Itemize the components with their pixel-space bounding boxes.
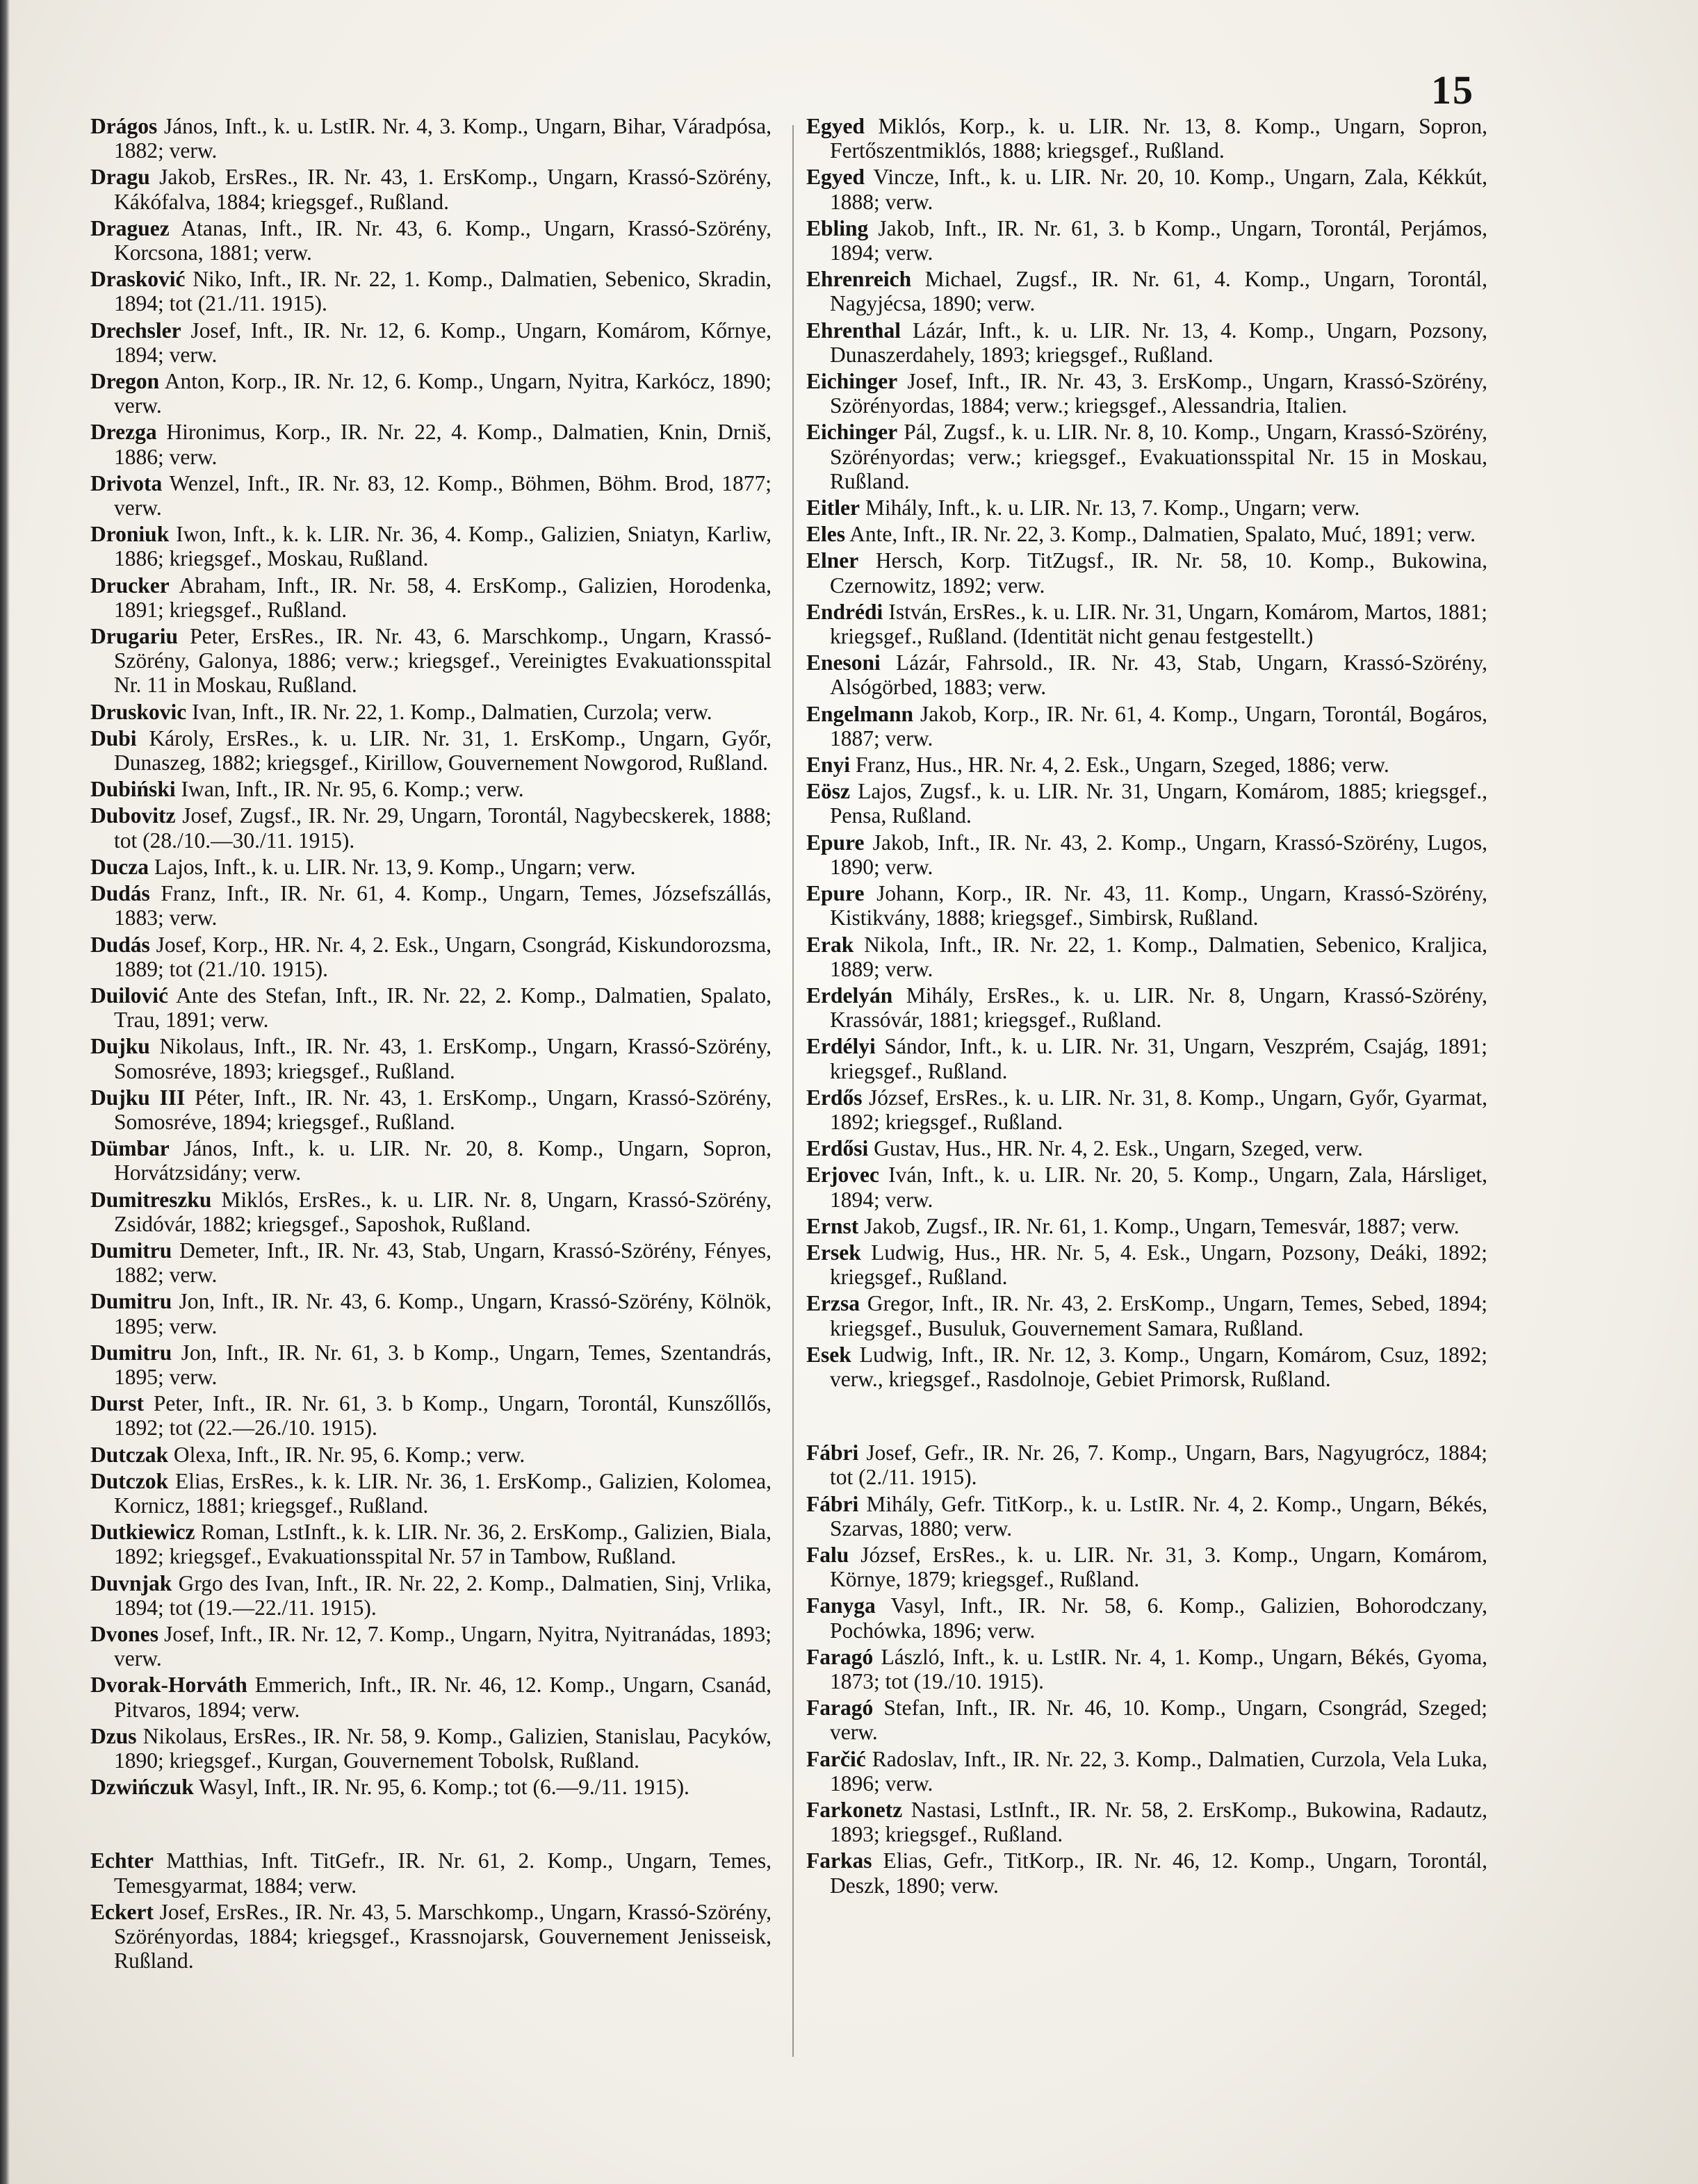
register-entry [90,114,772,163]
register-entry [806,369,1487,418]
entry-surname: Dujku III [90,1085,186,1110]
entry-surname: Enesoni [806,650,881,675]
register-entry [90,471,772,520]
entry-details: Jakob, Korp., IR. Nr. 61, 4. Komp., Ungarn, Torontál, Bogáros, 1887; verw. [830,701,1487,750]
entry-details: Iván, Inft., k. u. LIR. Nr. 20, 5. Komp., Ungarn, Zala, Hársliget, 1894; verw. [830,1163,1488,1212]
entry-surname: Draguez [90,215,170,240]
register-entry [90,522,772,570]
register-entry [90,420,772,468]
entry-surname: Dubi [90,725,137,750]
entry-details: Iwan, Inft., IR. Nr. 95, 6. Komp.; verw. [181,777,524,802]
register-entry [90,1520,772,1568]
register-entry [90,1188,772,1236]
entry-details: Károly, ErsRes., k. u. LIR. Nr. 31, 1. ErsKomp., Ungarn, Győr, Dunaszeg, 1882; kriegsgef., Kirillow, Gouvernement Nowgorod, Rußland. [114,725,772,775]
register-entry [90,318,772,367]
entry-surname: Ebling [806,215,869,240]
entry-surname: Drivota [90,470,163,495]
register-entry [806,1848,1487,1897]
entry-details: Péter, Inft., IR. Nr. 43, 1. ErsKomp., Ungarn, Krassó-Szörény, Somosréve, 1894; kriegsgef., Rußland. [114,1085,772,1134]
register-entry [806,1440,1487,1489]
entry-details: Miklós, ErsRes., k. u. LIR. Nr. 8, Ungarn, Krassó-Szörény, Zsidóvár, 1882; kriegsgef., Saposhok, Rußland. [114,1187,772,1236]
entry-details: János, Inft., k. u. LIR. Nr. 20, 8. Komp., Ungarn, Sopron, Horvátzsidány; verw. [114,1136,772,1185]
entry-surname: Dubiński [90,777,176,802]
register-entry [806,522,1487,546]
entry-surname: Dvorak-Horváth [90,1673,247,1698]
entry-details: Franz, Hus., HR. Nr. 4, 2. Esk., Ungarn, Szeged, 1886; verw. [855,753,1389,778]
register-entry [806,1593,1487,1642]
entry-details: Sándor, Inft., k. u. LIR. Nr. 31, Ungarn, Veszprém, Csajág, 1891; kriegsgef., Rußland. [830,1034,1487,1083]
entry-details: Demeter, Inft., IR. Nr. 43, Stab, Ungarn, Krassó-Szörény, Fényes, 1882; verw. [114,1238,772,1288]
register-entry [90,369,772,418]
register-entry [90,881,772,930]
entry-details: Hironimus, Korp., IR. Nr. 22, 4. Komp., Dalmatien, Knin, Drniš, 1886; verw. [114,420,772,469]
entry-details: János, Inft., k. u. LstIR. Nr. 4, 3. Komp., Ungarn, Bihar, Váradpósa, 1882; verw. [114,114,772,163]
entry-surname: Dutczok [90,1468,168,1493]
entry-surname: Dumitru [90,1289,172,1314]
entry-details: József, ErsRes., k. u. LIR. Nr. 31, 8. Komp., Ungarn, Győr, Gyarmat, 1892; kriegsgef., Rußland. [830,1085,1487,1134]
entry-surname: Duvnjak [90,1570,172,1595]
entry-surname: Erdélyi [806,1034,876,1059]
entry-details: Josef, ErsRes., IR. Nr. 43, 5. Marschkomp., Ungarn, Krassó-Szörény, Szörényordas, 1884; kriegsgef., Krassnojarsk, Gouvernement Jenisseisk, Rußland. [114,1899,772,1973]
register-entry [90,803,772,852]
entry-details: Nikolaus, ErsRes., IR. Nr. 58, 9. Komp., Galizien, Stanislau, Pacyków, 1890; kriegsgef., Kurgan, Gouvernement Tobolsk, Rußland. [114,1723,772,1773]
register-entry [806,114,1487,163]
entry-surname: Elner [806,548,859,573]
entry-surname: Farkas [806,1848,872,1873]
entry-details: Gustav, Hus., HR. Nr. 4, 2. Esk., Ungarn, Szeged, verw. [874,1136,1363,1161]
register-entry [90,933,772,981]
entry-details: Anton, Korp., IR. Nr. 12, 6. Komp., Ungarn, Nyitra, Karkócz, 1890; verw. [114,369,772,418]
entry-surname: Dzwińczuk [90,1775,194,1800]
entry-surname: Epure [806,881,865,906]
entry-surname: Erdős [806,1085,863,1110]
entry-details: Nikola, Inft., IR. Nr. 22, 1. Komp., Dalmatien, Sebenico, Kraljica, 1889; verw. [830,932,1487,981]
entry-details: Josef, Zugsf., IR. Nr. 29, Ungarn, Torontál, Nagybecskerek, 1888; tot (28./10.—30./11. 1915). [114,803,772,853]
entry-surname: Ehrenthal [806,318,901,343]
entry-details: Ludwig, Hus., HR. Nr. 5, 4. Esk., Ungarn, Pozsony, Deáki, 1892; kriegsgef., Rußland. [830,1240,1488,1290]
entry-details: Nastasi, LstInft., IR. Nr. 58, 2. ErsKomp., Bukowina, Radautz, 1893; kriegsgef., Rußland. [830,1798,1488,1847]
entry-surname: Fanyga [806,1593,876,1618]
entry-details: Pál, Zugsf., k. u. LIR. Nr. 8, 10. Komp., Ungarn, Krassó-Szörény, Szörényordas; verw.; kriegsgef., Evakuationsspital Nr. 15 in Moskau, Rußland. [830,420,1488,493]
entry-details: Lajos, Inft., k. u. LIR. Nr. 13, 9. Komp., Ungarn; verw. [154,854,636,879]
entry-surname: Dubovitz [90,803,176,828]
entry-details: László, Inft., k. u. LstIR. Nr. 4, 1. Komp., Ungarn, Békés, Gyoma, 1873; tot (19./10. 1915). [830,1644,1487,1693]
entry-details: József, ErsRes., k. u. LIR. Nr. 31, 3. Komp., Ungarn, Komárom, Környe, 1879; kriegsgef., Rußland. [830,1542,1487,1592]
section-gap [806,1393,1487,1440]
register-entry [806,165,1487,213]
register-entry [90,1085,772,1134]
register-entry [806,495,1487,520]
register-entry [806,881,1487,930]
register-entry [90,1848,772,1897]
register-entry [90,1673,772,1721]
entry-details: Jakob, Inft., IR. Nr. 61, 3. b Komp., Ungarn, Torontál, Perjámos, 1894; verw. [830,215,1488,265]
entry-surname: Eitler [806,495,860,520]
entry-surname: Echter [90,1848,154,1873]
register-entry [806,600,1487,648]
entry-details: Iwon, Inft., k. k. LIR. Nr. 36, 4. Komp., Galizien, Sniatyn, Karliw, 1886; kriegsgef., Moskau, Rußland. [114,522,772,571]
entry-details: Ludwig, Inft., IR. Nr. 12, 3. Komp., Ungarn, Komárom, Csuz, 1892; verw., kriegsgef., Rasdolnoje, Gebiet Primorsk, Rußland. [830,1342,1487,1391]
entry-surname: Eichinger [806,420,898,445]
entry-details: Lázár, Fahrsold., IR. Nr. 43, Stab, Ungarn, Krassó-Szörény, Alsógörbed, 1883; verw. [830,650,1488,700]
entry-details: Peter, ErsRes., IR. Nr. 43, 6. Marschkomp., Ungarn, Krassó-Szörény, Galonya, 1886; verw.; kriegsgef., Vereinigtes Evakuationsspital Nr. 11 in Moskau, Rußland. [114,624,772,698]
entry-surname: Erdősi [806,1136,869,1161]
register-entry [806,1034,1487,1083]
register-entry [806,1798,1487,1846]
entry-surname: Drasković [90,267,186,292]
register-entry [806,779,1487,828]
entry-surname: Ducza [90,854,149,879]
entry-details: Roman, LstInft., k. k. LIR. Nr. 36, 2. ErsKomp., Galizien, Biala, 1892; kriegsgef., Evakuationsspital Nr. 57 in Tambow, Rußland. [114,1520,772,1569]
entry-surname: Falu [806,1542,849,1567]
entry-details: Mihály, ErsRes., k. u. LIR. Nr. 8, Ungarn, Krassó-Szörény, Krassóvár, 1881; kriegsgef., Rußland. [830,983,1487,1033]
entry-details: Olexa, Inft., IR. Nr. 95, 6. Komp.; verw. [173,1442,525,1467]
entry-surname: Fábri [806,1491,859,1516]
entry-surname: Dutkiewicz [90,1520,195,1545]
entry-details: Ivan, Inft., IR. Nr. 22, 1. Komp., Dalmatien, Curzola; verw. [192,699,712,724]
entry-details: Elias, ErsRes., k. k. LIR. Nr. 36, 1. ErsKomp., Galizien, Kolomea, Kornicz, 1881; kriegsgef., Rußland. [114,1468,772,1518]
entry-details: Wenzel, Inft., IR. Nr. 83, 12. Komp., Böhmen, Böhm. Brod, 1877; verw. [114,470,772,520]
entry-details: Stefan, Inft., IR. Nr. 46, 10. Komp., Ungarn, Csongrád, Szeged; verw. [830,1696,1487,1745]
left-column [90,114,772,1975]
register-entry [806,548,1487,597]
entry-details: Ante, Inft., IR. Nr. 22, 3. Komp., Dalmatien, Spalato, Muć, 1891; verw. [849,522,1476,547]
page-binding-edge [0,0,10,2184]
entry-surname: Farkonetz [806,1798,903,1822]
register-entry [90,1136,772,1185]
entry-surname: Erak [806,932,854,957]
entry-surname: Erdelyán [806,983,893,1008]
entry-details: Jon, Inft., IR. Nr. 43, 6. Komp., Ungarn, Krassó-Szörény, Kölnök, 1895; verw. [114,1289,772,1338]
entry-surname: Dudás [90,932,150,957]
entry-surname: Ernst [806,1213,859,1238]
register-entry [90,1340,772,1389]
entry-surname: Esek [806,1342,851,1367]
register-entry [90,165,772,213]
entry-details: Jon, Inft., IR. Nr. 61, 3. b Komp., Ungarn, Temes, Szentandrás, 1895; verw. [114,1340,772,1389]
entry-surname: Droniuk [90,522,170,547]
register-entry [90,1724,772,1773]
entry-surname: Ersek [806,1240,861,1265]
register-entry [806,1747,1487,1796]
entry-details: Josef, Inft., IR. Nr. 12, 6. Komp., Ungarn, Komárom, Kőrnye, 1894; verw. [114,318,772,367]
entry-surname: Dragu [90,165,150,190]
entry-surname: Faragó [806,1644,874,1669]
entry-details: Mihály, Gefr. TitKorp., k. u. LstIR. Nr. 4, 2. Komp., Ungarn, Békés, Szarvas, 1880; verw. [830,1491,1487,1541]
entry-details: Franz, Inft., IR. Nr. 61, 4. Komp., Ungarn, Temes, Józsefszállás, 1883; verw. [114,881,772,930]
register-entry [90,777,772,801]
entry-details: Josef, Inft., IR. Nr. 12, 7. Komp., Ungarn, Nyitra, Nyitranádas, 1893; verw. [114,1621,772,1671]
register-entry [90,726,772,775]
register-entry [806,983,1487,1032]
register-entry [90,1443,772,1467]
entry-surname: Dutczak [90,1442,168,1467]
entry-details: Nikolaus, Inft., IR. Nr. 43, 1. ErsKomp., Ungarn, Krassó-Szörény, Somosréve, 1893; kriegsgef., Rußland. [114,1034,772,1083]
entry-surname: Eösz [806,779,850,804]
register-entry [90,1622,772,1670]
register-entry [90,624,772,698]
register-entry [806,216,1487,265]
entry-details: Josef, Inft., IR. Nr. 43, 3. ErsKomp., Ungarn, Krassó-Szörény, Szörényordas, 1884; verw.; kriegsgef., Alessandria, Italien. [830,369,1487,418]
entry-surname: Egyed [806,114,865,138]
entry-surname: Farčić [806,1746,866,1771]
section-gap [90,1801,772,1848]
register-entry [806,702,1487,750]
register-entry [806,1214,1487,1238]
entry-surname: Durst [90,1391,144,1416]
entry-surname: Epure [806,830,865,855]
entry-details: Miklós, Korp., k. u. LIR. Nr. 13, 8. Komp., Ungarn, Sopron, Fertőszentmiklós, 1888; kriegsgef., Rußland. [830,114,1488,163]
entry-surname: Engelmann [806,701,914,726]
entry-surname: Eles [806,522,846,547]
entry-details: Josef, Gefr., IR. Nr. 26, 7. Komp., Ungarn, Bars, Nagyugrócz, 1884; tot (2./11. 1915). [830,1440,1487,1490]
register-entry [806,1136,1487,1160]
entry-surname: Dujku [90,1034,150,1059]
entry-details: István, ErsRes., k. u. LIR. Nr. 31, Ungarn, Komárom, Martos, 1881; kriegsgef., Rußland. (Identität nicht genau festgestellt.) [830,599,1487,649]
entry-surname: Egyed [806,165,865,190]
entry-details: Jakob, Inft., IR. Nr. 43, 2. Komp., Ungarn, Krassó-Szörény, Lugos, 1890; verw. [830,830,1487,879]
entry-surname: Eckert [90,1899,154,1924]
entry-surname: Eichinger [806,369,898,394]
entry-details: Peter, Inft., IR. Nr. 61, 3. b Komp., Ungarn, Torontál, Kunszőllős, 1892; tot (22.—26./10. 1915). [114,1391,772,1440]
register-entry [90,216,772,265]
page-number: 15 [1431,67,1474,113]
entry-surname: Drezga [90,420,157,445]
entry-details: Niko, Inft., IR. Nr. 22, 1. Komp., Dalmatien, Sebenico, Skradin, 1894; tot (21./11. 1915). [114,267,772,316]
register-entry [90,1289,772,1338]
column-divider [792,125,794,2057]
entry-surname: Drugariu [90,624,178,649]
entry-surname: Endrédi [806,599,883,624]
register-entry [806,1492,1487,1541]
register-entry [90,1034,772,1083]
entry-surname: Dzus [90,1723,137,1748]
entry-details: Jakob, Zugsf., IR. Nr. 61, 1. Komp., Ungarn, Temesvár, 1887; verw. [864,1213,1460,1238]
register-entry [806,420,1487,493]
entry-surname: Dumitreszku [90,1187,212,1212]
entry-details: Johann, Korp., IR. Nr. 43, 11. Komp., Ungarn, Krassó-Szörény, Kistikvány, 1888; kriegsgef., Simbirsk, Rußland. [830,881,1487,930]
entry-details: Wasyl, Inft., IR. Nr. 95, 6. Komp.; tot (6.—9./11. 1915). [199,1775,689,1800]
entry-details: Lajos, Zugsf., k. u. LIR. Nr. 31, Ungarn, Komárom, 1885; kriegsgef., Pensa, Rußland. [830,779,1487,828]
entry-details: Mihály, Inft., k. u. LIR. Nr. 13, 7. Komp., Ungarn; verw. [865,495,1360,520]
entry-details: Gregor, Inft., IR. Nr. 43, 2. ErsKomp., Ungarn, Temes, Sebed, 1894; kriegsgef., Busuluk, Gouvernement Samara, Rußland. [830,1291,1487,1340]
entry-details: Hersch, Korp. TitZugsf., IR. Nr. 58, 10. Komp., Bukowina, Czernowitz, 1892; verw. [830,548,1488,598]
entry-details: Radoslav, Inft., IR. Nr. 22, 3. Komp., Dalmatien, Curzola, Vela Luka, 1896; verw. [830,1746,1487,1796]
register-entry [90,1391,772,1440]
entry-surname: Drechsler [90,318,181,343]
entry-details: Josef, Korp., HR. Nr. 4, 2. Esk., Ungarn, Csongrád, Kiskundorozsma, 1889; tot (21./10. 1915). [114,932,772,981]
entry-surname: Dumitru [90,1238,172,1263]
register-entry [90,700,772,724]
entry-surname: Faragó [806,1696,874,1721]
entry-surname: Dvones [90,1621,159,1646]
register-entry [90,1571,772,1620]
register-entry [806,1291,1487,1340]
entry-details: Jakob, ErsRes., IR. Nr. 43, 1. ErsKomp., Ungarn, Krassó-Szörény, Kákófalva, 1884; kriegsgef., Rußland. [114,165,772,214]
entry-surname: Fábri [806,1440,859,1465]
register-entry [806,650,1487,699]
entry-details: Ante des Stefan, Inft., IR. Nr. 22, 2. Komp., Dalmatien, Spalato, Trau, 1891; verw. [114,983,772,1033]
entry-details: Michael, Zugsf., IR. Nr. 61, 4. Komp., Ungarn, Torontál, Nagyjécsa, 1890; verw. [830,267,1487,316]
entry-details: Vasyl, Inft., IR. Nr. 58, 6. Komp., Galizien, Bohorodczany, Pochówka, 1896; verw. [830,1593,1487,1643]
entry-surname: Drucker [90,573,170,598]
register-entry [806,1240,1487,1289]
entry-surname: Ehrenreich [806,267,912,292]
entry-details: Vincze, Inft., k. u. LIR. Nr. 20, 10. Komp., Ungarn, Zala, Kékkút, 1888; verw. [830,165,1487,214]
register-entry [90,573,772,622]
entry-surname: Duilović [90,983,169,1008]
register-entry [806,1645,1487,1693]
register-entry [806,1696,1487,1744]
entry-details: Abraham, Inft., IR. Nr. 58, 4. ErsKomp., Galizien, Horodenka, 1891; kriegsgef., Rußland. [114,573,772,622]
register-entry [806,318,1487,367]
register-entry [90,1238,772,1287]
entry-details: Lázár, Inft., k. u. LIR. Nr. 13, 4. Komp., Ungarn, Pozsony, Dunaszerdahely, 1893; kriegsgef., Rußland. [830,318,1488,367]
entry-details: Matthias, Inft. TitGefr., IR. Nr. 61, 2. Komp., Ungarn, Temes, Temesgyarmat, 1884; verw. [114,1848,772,1898]
register-entry [806,830,1487,879]
register-entry [90,983,772,1032]
register-entry [90,1900,772,1973]
entry-surname: Erzsa [806,1291,860,1316]
entry-surname: Drágos [90,114,158,138]
entry-surname: Dumitru [90,1340,172,1365]
register-entry [90,1775,772,1799]
register-entry [806,1085,1487,1134]
entry-surname: Dudás [90,881,150,906]
register-entry [806,753,1487,777]
entry-details: Elias, Gefr., TitKorp., IR. Nr. 46, 12. Komp., Ungarn, Torontál, Deszk, 1890; verw. [830,1848,1488,1898]
register-entry [806,1543,1487,1591]
right-column [806,114,1487,1900]
register-entry [806,933,1487,981]
register-entry [90,1469,772,1518]
entry-details: Grgo des Ivan, Inft., IR. Nr. 22, 2. Komp., Dalmatien, Sinj, Vrlika, 1894; tot (19.—22./11. 1915). [114,1570,772,1620]
entry-surname: Druskovic [90,699,187,724]
register-entry [90,855,772,879]
entry-surname: Dregon [90,369,160,394]
entry-surname: Enyi [806,753,851,778]
entry-surname: Erjovec [806,1163,879,1188]
register-entry [90,267,772,315]
entry-details: Atanas, Inft., IR. Nr. 43, 6. Komp., Ungarn, Krassó-Szörény, Korcsona, 1881; verw. [114,215,772,265]
register-entry [806,1343,1487,1391]
register-entry [806,267,1487,315]
register-entry [806,1163,1487,1211]
entry-surname: Dümbar [90,1136,170,1161]
entry-details: Emmerich, Inft., IR. Nr. 46, 12. Komp., Ungarn, Csanád, Pitvaros, 1894; verw. [114,1673,772,1722]
